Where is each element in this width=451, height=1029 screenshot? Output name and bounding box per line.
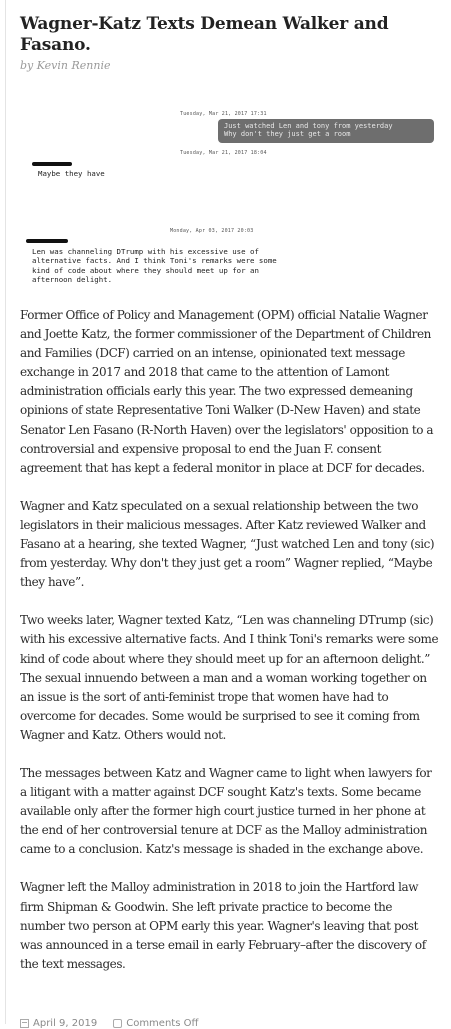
post-title[interactable]: Wagner-Katz Texts Demean Walker and Fasano. bbox=[20, 14, 389, 55]
message-3: Len was channeling DTrump with his excessive use of alternative facts. And I think Toni's remarks were some kind of code about where they should meet up for an afternoon delight. bbox=[32, 247, 277, 284]
paragraph: Wagner left the Malloy administration in 2018 to join the Hartford law firm Shipman & Goodwin. She left private practice to become the number two person at OPM early this year. Wagner's leaving that post was announced in a terse email in early February–after the discovery of the text messages. bbox=[20, 880, 426, 971]
shaded-message-text: Just watched Len and tony from yesterday Why don't they just get a room bbox=[224, 122, 393, 138]
page-border bbox=[5, 0, 6, 1024]
byline: by Kevin Rennie bbox=[20, 59, 111, 72]
timestamp-2: Tuesday, Mar 21, 2017 18:04 bbox=[180, 150, 267, 156]
reply-message: Maybe they have bbox=[38, 169, 105, 178]
article-body bbox=[20, 306, 440, 993]
timestamp-1: Tuesday, Mar 21, 2017 17:31 bbox=[180, 111, 267, 117]
article bbox=[20, 14, 440, 1029]
redaction-bar bbox=[26, 239, 68, 243]
redaction-bar bbox=[32, 162, 72, 166]
post-date[interactable]: April 9, 2019 bbox=[33, 1018, 98, 1029]
paragraph: Two weeks later, Wagner texted Katz, “Len was channeling DTrump (sic) with his excessive alternative facts. And I think Toni's remarks were some kind of code about where they should meet up for an afternoon delight.” The sexual innuendo between a man and a woman working together on an issue is the sort of anti-feminist trope that women have had to overcome for decades. Some would be surprised to see it coming from Wagner and Katz. Others would not. bbox=[20, 613, 439, 742]
shaded-message-bubble bbox=[218, 119, 434, 143]
text-message-scan-image bbox=[20, 93, 440, 289]
paragraph: Former Office of Policy and Management (OPM) official Natalie Wagner and Joette Katz, the former commissioner of the Department of Children and Families (DCF) carried on an intense, opinionated text message exchange in 2017 and 2018 that came to the attention of Lamont administration officials early this year. The two expressed demeaning opinions of state Representative Toni Walker (D-New Haven) and state Senator Len Fasano (R-North Haven) over the legislators' opposition to a controversial and expensive proposal to end the Juan F. consent agreement that has kept a federal monitor in place at DCF for decades. bbox=[20, 308, 434, 475]
comments-link[interactable]: Comments Off bbox=[126, 1018, 199, 1029]
timestamp-3: Monday, Apr 03, 2017 20:03 bbox=[170, 228, 254, 234]
paragraph: The messages between Katz and Wagner came to light when lawyers for a litigant with a matter against DCF sought Katz's texts. Some became available only after the former high court justice turned in her phone at the end of her controversial tenure at DCF as the Malloy administration came to a conclusion. Katz's message is shaded in the exchange above. bbox=[20, 765, 432, 857]
paragraph: Wagner and Katz speculated on a sexual relationship between the two legislators in their malicious messages. After Katz reviewed Walker and Fasano at a hearing, she texted Wagner, “Just watched Len and tony (sic) from yesterday. Why don't they just get a room” Wagner replied, “Maybe they have”. bbox=[20, 498, 435, 590]
